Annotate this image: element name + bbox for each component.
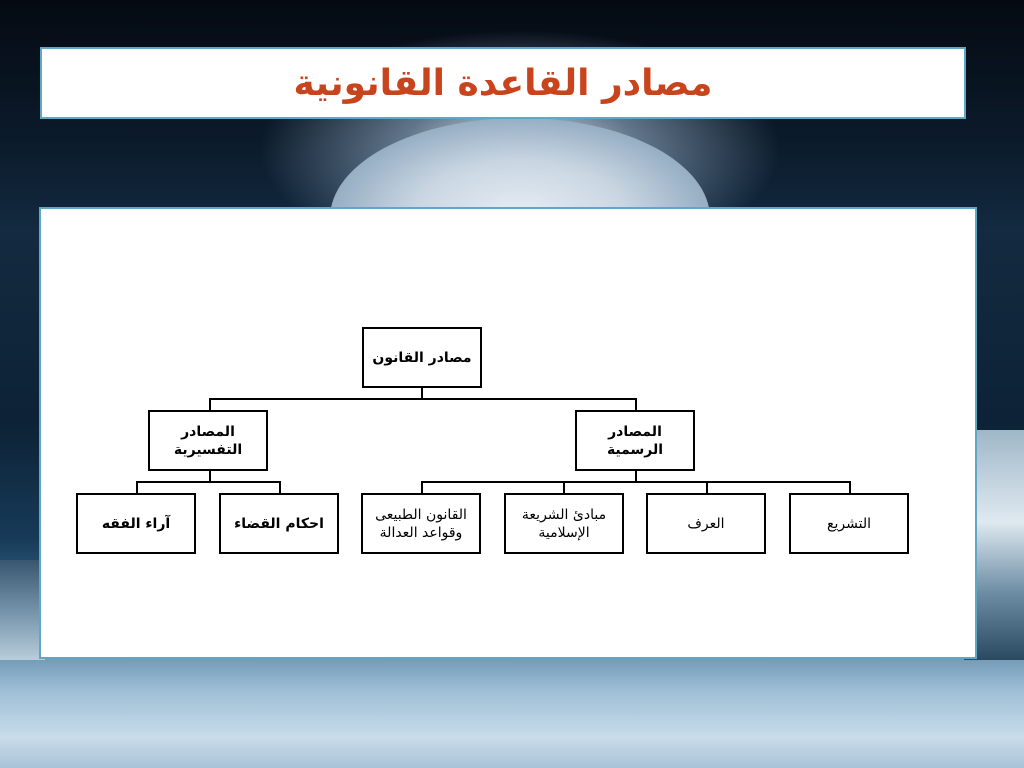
connector-right-horizontal [421,481,851,483]
node-interpretive-sources [148,410,268,471]
connector-level1-horizontal [209,398,637,400]
slide-title: مصادر القاعدة القانونية [293,62,713,104]
title-box [40,47,966,119]
node-court-rulings-label: احكام القضاء [234,515,324,532]
node-legislation-label: التشريع [827,515,871,532]
node-root [362,327,482,388]
node-official-sources [575,410,695,471]
node-interpretive-sources-label: المصادر التفسيرية [173,423,243,458]
node-court-rulings [219,493,339,554]
content-area [39,207,977,659]
node-root-label: مصادر القانون [372,349,472,366]
node-official-sources-label: المصادر الرسمية [606,423,664,458]
connector-left-horizontal [136,481,281,483]
node-custom [646,493,766,554]
node-sharia-principles [504,493,624,554]
node-legislation [789,493,909,554]
node-natural-law [361,493,481,554]
background-moon [330,118,710,218]
node-sharia-principles-label: مبادئ الشريعة الإسلامية [521,506,607,541]
node-custom-label: العرف [687,515,725,532]
node-natural-law-label: القانون الطبيعى وقواعد العدالة [375,506,467,541]
node-jurisprudence-opinions-label: آراء الفقه [101,515,171,532]
node-jurisprudence-opinions [76,493,196,554]
